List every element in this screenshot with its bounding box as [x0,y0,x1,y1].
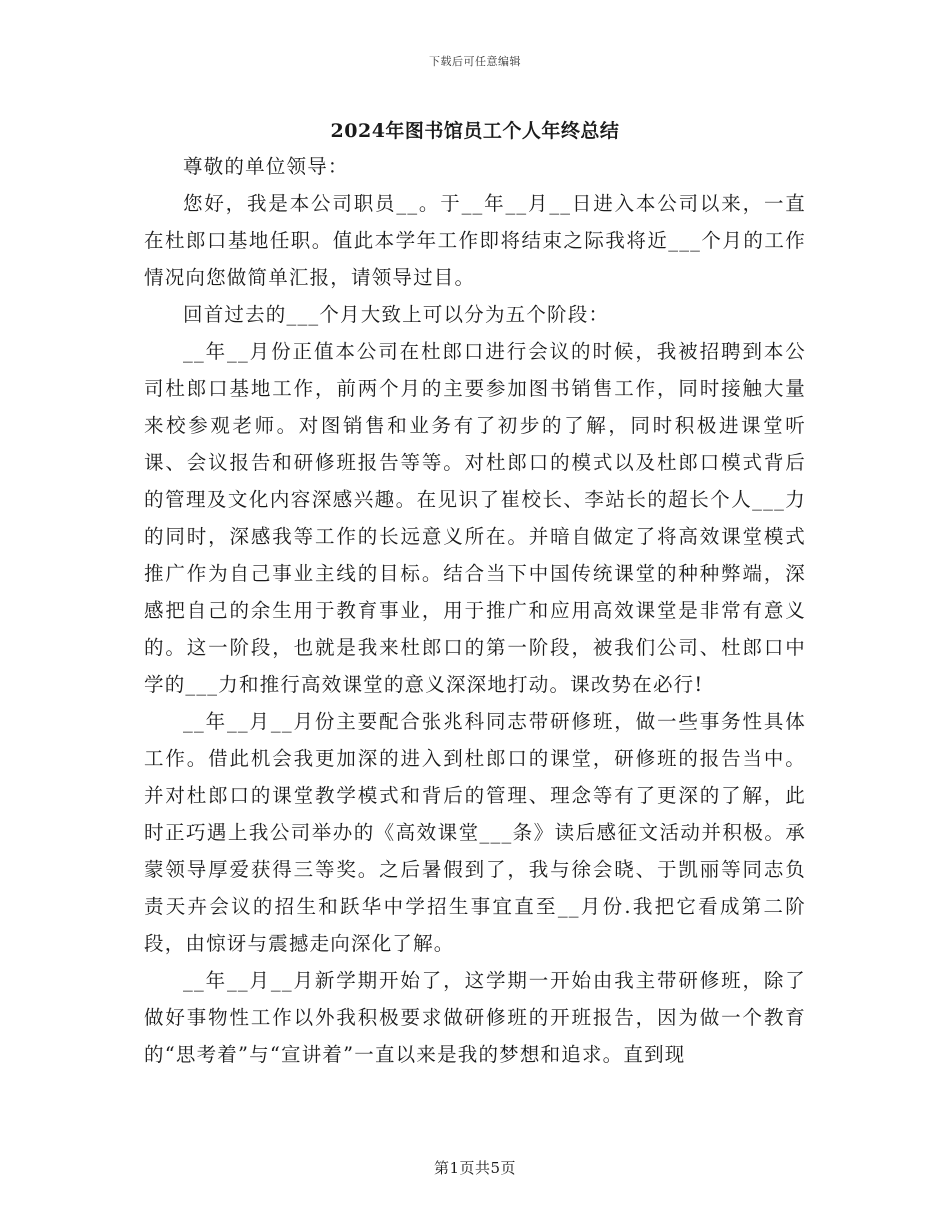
body-paragraph: __年__月__月新学期开始了，这学期一开始由我主带研修班，除了做好事物性工作以外我积极要求做研修班的开班报告，因为做一个教育的“思考着”与“宣讲着”一直以来是我的梦想和追求。直到现 [144,969,806,1066]
body-paragraph: 您好，我是本公司职员__。于__年__月__日进入本公司以来，一直在杜郎口基地任职。值此本学年工作即将结束之际我将近___个月的工作情况向您做简单汇报，请领导过目。 [144,192,806,289]
page-header-note: 下载后可任意编辑 [429,55,521,68]
salutation-paragraph: 尊敬的单位领导： [183,155,349,178]
body-paragraph: __年__月份正值本公司在杜郎口进行会议的时候，我被招聘到本公司杜郎口基地工作，前两个月的主要参加图书销售工作，同时接触大量来校参观老师。对图销售和业务有了初步的了解，同时积极进课堂听课、会议报告和研修班报告等等。对杜郎口的模式以及杜郎口模式背后的管理及文化内容深感兴趣。在见识了崔校长、李站长的超长个人___力的同时，深感我等工作的长远意义所在。并暗自做定了将高效课堂模式推广作为自己事业主线的目标。结合当下中国传统课堂的种种弊端，深感把自己的余生用于教育事业，用于推广和应用高效课堂是非常有意义的。这一阶段，也就是我来杜郎口的第一阶段，被我们公司、杜郎口中学的___力和推行高效课堂的意义深深地打动。课改势在必行! [144,340,806,696]
document-body [144,148,806,1073]
document-title: 2024年图书馆员工个人年终总结 [330,120,620,142]
body-paragraph: __年__月__月份主要配合张兆科同志带研修班，做一些事务性具体工作。借此机会我更加深的进入到杜郎口的课堂，研修班的报告当中。并对杜郎口的课堂教学模式和背后的管理、理念等有了更深的了解，此时正巧遇上我公司举办的《高效课堂___条》读后感征文活动并积极。承蒙领导厚爱获得三等奖。之后暑假到了，我与徐会晓、于凯丽等同志负责天卉会议的招生和跃华中学招生事宜直至__月份.我把它看成第二阶段，由惊讶与震撼走向深化了解。 [144,710,806,955]
page-number-footer: 第1页共5页 [433,1159,517,1177]
body-paragraph: 回首过去的___个月大致上可以分为五个阶段： [183,303,610,326]
